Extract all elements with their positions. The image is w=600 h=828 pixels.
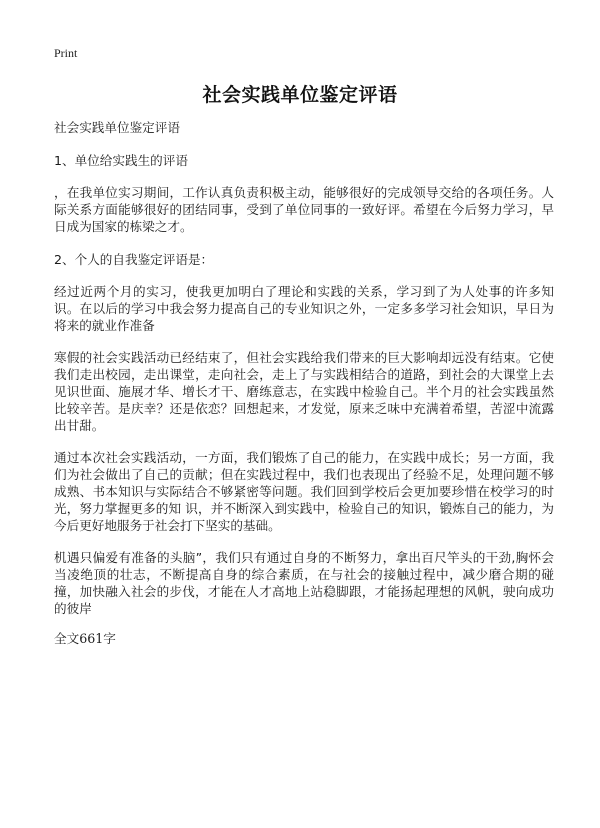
document-subtitle: 社会实践单位鉴定评语: [54, 120, 180, 135]
print-link[interactable]: Print: [54, 46, 78, 60]
page-title: 社会实践单位鉴定评语: [202, 84, 398, 106]
section-2-heading: 2、个人的自我鉴定评语是：: [54, 252, 214, 267]
body-paragraph-4: 机遇只偏爱有准备的头脑”，我们只有通过自身的不断努力，拿出百尺竿头的干劲,胸怀会当凌绝顶的壮志，不断提高自身的综合素质，在与社会的接触过程中，减少磨合期的碰撞，加快融入社会的步伐，才能在人才高地上站稳脚跟，才能扬起理想的风帆，驶向成功的彼岸: [54, 550, 554, 616]
document-body: [54, 118, 554, 649]
body-paragraph-1: 经过近两个月的实习，使我更加明白了理论和实践的关系，学习到了为人处事的许多知识。在以后的学习中我会努力提高自己的专业知识之外，一定多多学习社会知识，早日为将来的就业作准备: [54, 284, 554, 333]
section-1-heading: 1、单位给实践生的评语: [54, 153, 188, 168]
body-paragraph-2: 寒假的社会实践活动已经结束了，但社会实践给我们带来的巨大影响却远没有结束。它使我们走出校园，走出课堂，走向社会，走上了与实践相结合的道路，到社会的大课堂上去见识世面、施展才华、增长才干、磨练意志，在实践中检验自己。半个月的社会实践虽然比较辛苦。是庆幸？还是依恋？回想起来，才发觉，原来乏味中充满着希望，苦涩中流露出甘甜。: [54, 350, 554, 433]
section-1-paragraph: ，在我单位实习期间，工作认真负责积极主动，能够很好的完成领导交给的各项任务。人际关系方面能够很好的团结同事，受到了单位同事的一致好评。希望在今后努力学习，早日成为国家的栋梁之才。: [54, 185, 554, 234]
word-count: 全文661字: [54, 631, 116, 646]
body-paragraph-3: 通过本次社会实践活动，一方面，我们锻炼了自己的能力，在实践中成长；另一方面，我们为社会做出了自己的贡献；但在实践过程中，我们也表现出了经验不足，处理问题不够成熟、书本知识与实际结合不够紧密等问题。我们回到学校后会更加要珍惜在校学习的时光，努力掌握更多的知 识，并不断深入到实践中，检验自己的知识，锻炼自己的能力，为今后更好地服务于社会打下坚实的基础。: [54, 450, 554, 533]
